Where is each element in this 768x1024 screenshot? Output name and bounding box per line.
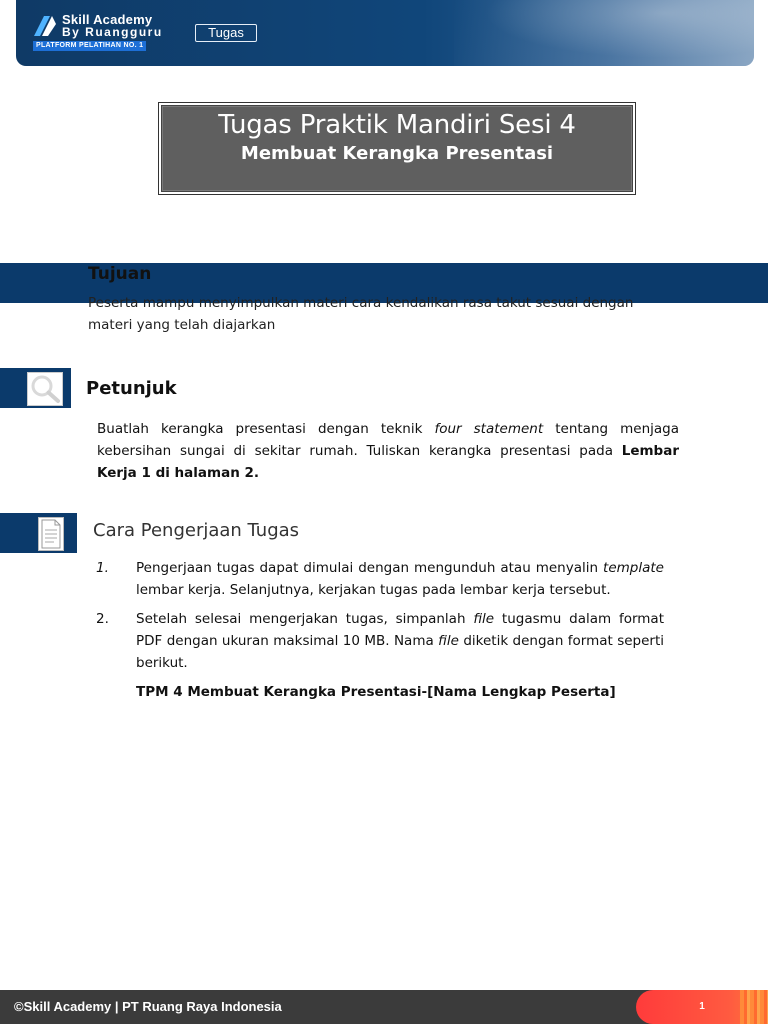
document-icon bbox=[38, 517, 64, 551]
page-subtitle: Membuat Kerangka Presentasi bbox=[240, 143, 554, 164]
petunjuk-heading: Petunjuk bbox=[86, 378, 177, 399]
brand-tagline: PLATFORM PELATIHAN NO. 1 bbox=[33, 41, 146, 51]
petunjuk-text: Buatlah kerangka presentasi dengan teknik four statement tentang menjaga kebersihan sungai di sekitar rumah. Tuliskan kerangka presentasi pada Lembar Kerja 1 di halaman 2. bbox=[97, 421, 680, 481]
list-item bbox=[96, 608, 664, 674]
header-photo bbox=[454, 0, 754, 66]
brand-name: Skill Academy bbox=[62, 12, 153, 27]
footer-stripes bbox=[740, 990, 768, 1024]
tujuan-heading: Tujuan bbox=[88, 264, 152, 284]
footer-copyright: ©Skill Academy | PT Ruang Raya Indonesia bbox=[14, 999, 282, 1014]
title-box bbox=[161, 105, 633, 192]
list-item bbox=[96, 557, 664, 601]
step-number: 2. bbox=[96, 611, 109, 627]
steps-list bbox=[96, 557, 664, 681]
tujuan-text: Peserta mampu menyimpulkan materi cara kendalikan rasa takut sesuai dengan materi yang telah diajarkan bbox=[88, 295, 634, 333]
file-name-format: TPM 4 Membuat Kerangka Presentasi-[Nama Lengkap Peserta] bbox=[136, 684, 616, 700]
footer bbox=[0, 990, 768, 1024]
title-frame bbox=[158, 102, 636, 195]
page-number: 1 bbox=[699, 1001, 705, 1012]
step-text: Setelah selesai mengerjakan tugas, simpanlah file tugasmu dalam format PDF dengan ukuran maksimal 10 MB. Nama file diketik dengan format seperti berikut. bbox=[136, 611, 665, 671]
step-number: 1. bbox=[96, 560, 109, 576]
brand-logo bbox=[32, 14, 163, 38]
magnifier-icon bbox=[27, 372, 63, 406]
step-text: Pengerjaan tugas dapat dimulai dengan mengunduh atau menyalin template lembar kerja. Selanjutnya, kerjakan tugas pada lembar kerja tersebut. bbox=[136, 560, 664, 598]
skill-academy-logo-icon bbox=[32, 14, 58, 38]
tugas-label: Tugas bbox=[195, 24, 257, 42]
brand-subtitle: By Ruangguru bbox=[62, 25, 163, 39]
cara-heading: Cara Pengerjaan Tugas bbox=[93, 520, 300, 541]
page-title: Tugas Praktik Mandiri Sesi 4 bbox=[218, 110, 576, 140]
header-banner bbox=[16, 0, 754, 66]
